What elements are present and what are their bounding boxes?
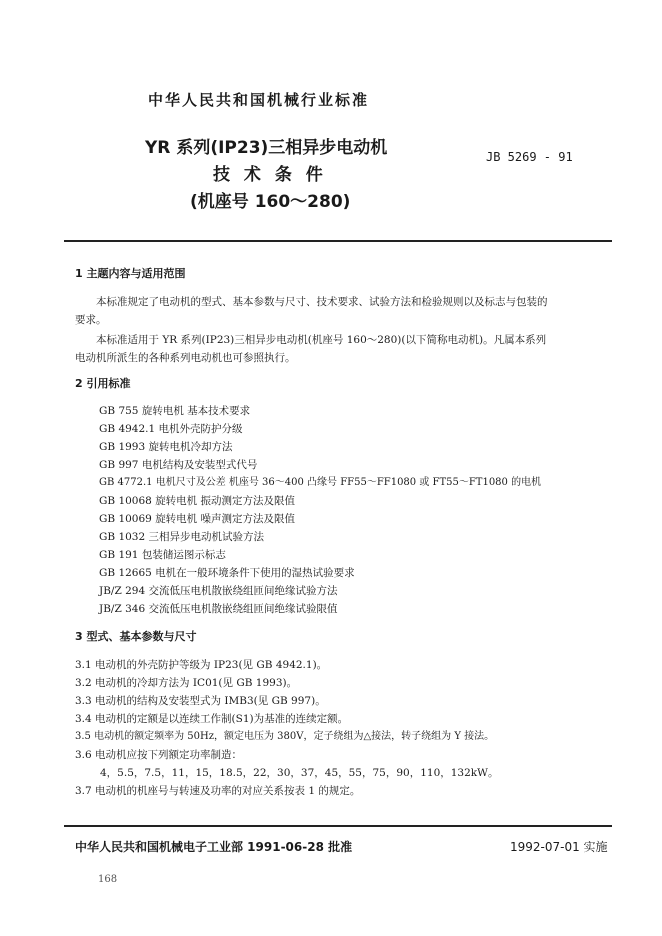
page-number: 168: [98, 874, 118, 885]
reference-code: GB 10069: [99, 513, 152, 525]
reference-code: GB 12665: [99, 567, 152, 579]
section-1-heading: 1 主题内容与适用范围: [75, 267, 186, 280]
section-3-heading: 3 型式、基本参数与尺寸: [75, 630, 197, 643]
clause-number: 3.4: [75, 713, 92, 725]
reference-item: [99, 564, 355, 582]
reference-title: 电机在一般环境条件下使用的湿热试验要求: [155, 567, 355, 579]
reference-item: [99, 438, 233, 456]
reference-item: [99, 474, 541, 492]
reference-code: GB 191: [99, 549, 139, 561]
clause: [75, 710, 348, 728]
reference-title: 电机尺寸及公差 机座号 36～400 凸缘号 FF55～FF1080 或 FT55～FT1080 的电机: [155, 477, 542, 488]
approval-line: 中华人民共和国机械电子工业部 1991-06-28 批准: [75, 840, 353, 854]
clause-number: 3.3: [75, 695, 92, 707]
section-1-para2-line2: 电动机所派生的各种系列电动机也可参照执行。: [75, 352, 296, 364]
reference-code: GB 755: [99, 405, 139, 417]
footer-divider: [64, 825, 612, 827]
clause-number: 3.7: [75, 785, 92, 797]
clause: [75, 728, 494, 746]
document-title-line3: (机座号 160～280): [190, 192, 351, 212]
clause-number: 3.5: [75, 731, 91, 742]
clause-text: 电动机的额定频率为 50Hz，额定电压为 380V，定子绕组为△接法，转子绕组为 Y 接法。: [94, 731, 495, 742]
clause-text: 电动机的冷却方法为 IC01(见 GB 1993)。: [95, 677, 298, 689]
reference-item: [99, 600, 337, 618]
clause-number: 3.2: [75, 677, 92, 689]
reference-item: [99, 456, 257, 474]
reference-title: 电机结构及安装型式代号: [141, 459, 258, 471]
standard-number: JB 5269 - 91: [486, 150, 573, 164]
section-1-para2-line1: 本标准适用于 YR 系列(IP23)三相异步电动机(机座号 160～280)(以下简称电动机)。凡属本系列: [96, 334, 547, 346]
reference-title: 旋转电机 基本技术要求: [141, 405, 251, 417]
reference-code: GB 4772.1: [99, 477, 153, 488]
reference-title: 旋转电机 振动测定方法及限值: [155, 495, 296, 507]
clause: [75, 656, 327, 674]
clause: [75, 692, 326, 710]
clause-number: 3.1: [75, 659, 92, 671]
document-title-line2: 技 术 条 件: [213, 165, 327, 185]
clause: [75, 674, 297, 692]
reference-title: 旋转电机 噪声测定方法及限值: [155, 513, 296, 525]
clause: [75, 746, 242, 764]
section-1-para1-line1: 本标准规定了电动机的型式、基本参数与尺寸、技术要求、试验方法和检验规则以及标志与包装的: [96, 296, 548, 308]
reference-title: 包装储运图示标志: [141, 549, 226, 561]
reference-code: GB 997: [99, 459, 139, 471]
reference-code: GB 10068: [99, 495, 152, 507]
reference-title: 交流低压电机散嵌绕组匝间绝缘试验方法: [148, 585, 338, 597]
reference-code: JB/Z 346: [99, 603, 146, 615]
reference-item: [99, 510, 295, 528]
document-title-line1: YR 系列(IP23)三相异步电动机: [145, 138, 388, 158]
reference-code: JB/Z 294: [99, 585, 146, 597]
reference-code: GB 4942.1: [99, 423, 156, 435]
reference-title: 交流低压电机散嵌绕组匝间绝缘试验限值: [148, 603, 338, 615]
implementation-date: 1992-07-01 实施: [510, 840, 608, 854]
reference-item: [99, 546, 226, 564]
power-ratings: 4，5.5，7.5，11，15，18.5，22，30，37，45，55，75，90，110，132kW。: [100, 767, 499, 779]
clause-text: 电动机应按下列额定功率制造：: [95, 749, 243, 761]
section-2-heading: 2 引用标准: [75, 377, 131, 390]
header-divider: [64, 240, 612, 242]
clause-text: 电动机的定额是以连续工作制(S1)为基准的连续定额。: [95, 713, 349, 725]
reference-code: GB 1993: [99, 441, 146, 453]
clause-text: 电动机的机座号与转速及功率的对应关系按表 1 的规定。: [95, 785, 361, 797]
reference-item: [99, 492, 295, 510]
clause-text: 电动机的结构及安装型式为 IMB3(见 GB 997)。: [95, 695, 326, 707]
clause-text: 电动机的外壳防护等级为 IP23(见 GB 4942.1)。: [95, 659, 328, 671]
reference-code: GB 1032: [99, 531, 146, 543]
organization-title: 中华人民共和国机械行业标准: [148, 91, 370, 109]
clause-number: 3.6: [75, 749, 92, 761]
reference-item: [99, 420, 243, 438]
reference-item: [99, 528, 264, 546]
section-1-para1-line2: 要求。: [75, 314, 107, 326]
reference-title: 电机外壳防护分级: [158, 423, 243, 435]
reference-item: [99, 402, 250, 420]
reference-title: 三相异步电动机试验方法: [148, 531, 265, 543]
reference-title: 旋转电机冷却方法: [148, 441, 233, 453]
clause: [75, 782, 360, 800]
reference-item: [99, 582, 337, 600]
